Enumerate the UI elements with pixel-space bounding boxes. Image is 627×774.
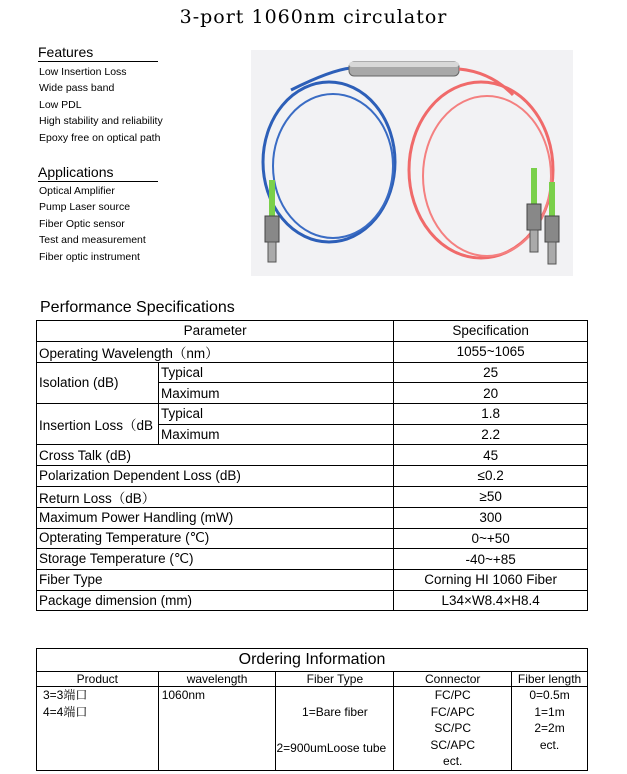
row-label: Storage Temperature (℃) (37, 549, 394, 570)
row-label: Cross Talk (dB) (37, 445, 394, 466)
list-item: 1=Bare fiber (302, 705, 368, 719)
row-value: 1055~1065 (394, 341, 588, 362)
row-label: Package dimension (mm) (37, 590, 394, 611)
row-value: Corning HI 1060 Fiber (394, 569, 588, 590)
fiber-type-cell (276, 687, 394, 771)
table-row (37, 466, 588, 487)
table-row (37, 569, 588, 590)
list-item: 4=4端口 (43, 704, 88, 719)
performance-heading: Performance Specifications (40, 299, 235, 316)
table-header-row (37, 672, 588, 687)
list-item: 0=0.5m (529, 688, 570, 702)
row-value: 1.8 (394, 404, 588, 425)
list-item: FC/APC (430, 704, 475, 719)
row-value: -40~+85 (394, 549, 588, 570)
list-item: Fiber Optic sensor (39, 217, 125, 230)
list-item: Low Insertion Loss (39, 66, 127, 78)
list-item: SC/PC (434, 721, 472, 735)
list-item: ect. (539, 737, 560, 752)
list-item: 2=900umLoose tube (276, 741, 387, 755)
table-row (37, 486, 588, 507)
table-row (37, 341, 588, 362)
row-label: Maximum Power Handling (mW) (37, 507, 394, 528)
table-row (37, 321, 588, 342)
list-item: FC/PC (434, 688, 471, 702)
row-value: 0~+50 (394, 528, 588, 549)
row-label: Fiber Type (37, 569, 394, 590)
row-value: 25 (394, 362, 588, 383)
table-row (37, 687, 588, 771)
page-title: 3-port 1060nm circulator (179, 6, 448, 28)
header-product: Product (37, 672, 159, 687)
row-label: Polarization Dependent Loss (dB) (37, 466, 394, 487)
list-item: Epoxy free on optical path (39, 131, 161, 144)
sub-label: Typical (158, 404, 393, 425)
list-item: Low PDL (39, 98, 82, 111)
ordering-heading: Ordering Information (37, 649, 588, 672)
header-connector: Connector (394, 672, 512, 687)
list-item: 1060nm (161, 688, 206, 702)
applications-list (39, 183, 146, 265)
sub-label: Maximum (158, 424, 393, 445)
row-value: 20 (394, 383, 588, 404)
row-value: 45 (394, 445, 588, 466)
features-heading: Features (38, 44, 158, 62)
row-label: Insertion Loss（dB (37, 404, 159, 445)
list-item: Pump Laser source (39, 201, 131, 214)
list-item: Test and measurement (39, 234, 146, 247)
table-row (37, 549, 588, 570)
list-item: Optical Amplifier (39, 185, 115, 197)
row-value: ≤0.2 (394, 466, 588, 487)
table-row (37, 404, 588, 425)
photo-background (251, 50, 573, 276)
product-photo (251, 50, 573, 276)
sub-label: Typical (158, 362, 393, 383)
features-list (39, 64, 163, 146)
fiber-length-cell (512, 687, 588, 771)
list-item: ect. (443, 754, 463, 768)
connector-cell (394, 687, 512, 771)
list-item: 3=3端口 (43, 688, 88, 702)
list-item: 2=2m (534, 721, 565, 735)
row-value: L34×W8.4×H8.4 (394, 590, 588, 611)
row-label: Isolation (dB) (37, 362, 159, 403)
list-item: Fiber optic instrument (39, 250, 140, 263)
row-value: 2.2 (394, 424, 588, 445)
table-row (37, 528, 588, 549)
row-value: 300 (394, 507, 588, 528)
header-fiber-type: Fiber Type (276, 672, 394, 687)
applications-heading: Applications (38, 164, 158, 182)
header-parameter: Parameter (37, 321, 394, 342)
table-row (37, 445, 588, 466)
row-value: ≥50 (394, 486, 588, 507)
wavelength-cell (158, 687, 276, 771)
table-row (37, 590, 588, 611)
row-label: Return Loss（dB） (37, 486, 394, 507)
list-item: SC/APC (430, 737, 476, 752)
list-item: Wide pass band (39, 82, 115, 95)
list-item: High stability and reliability (39, 115, 163, 128)
row-label: Operating Wavelength（nm） (37, 341, 394, 362)
row-label: Opterating Temperature (℃) (37, 528, 394, 549)
list-item: 1=1m (534, 704, 565, 719)
ordering-table (36, 648, 588, 771)
table-row (37, 507, 588, 528)
header-wavelength: wavelength (158, 672, 276, 687)
table-row (37, 362, 588, 383)
table-row (37, 649, 588, 672)
sub-label: Maximum (158, 383, 393, 404)
performance-table (36, 320, 588, 611)
header-fiber-length: Fiber length (512, 672, 588, 687)
product-cell (37, 687, 159, 771)
header-specification: Specification (394, 321, 588, 342)
